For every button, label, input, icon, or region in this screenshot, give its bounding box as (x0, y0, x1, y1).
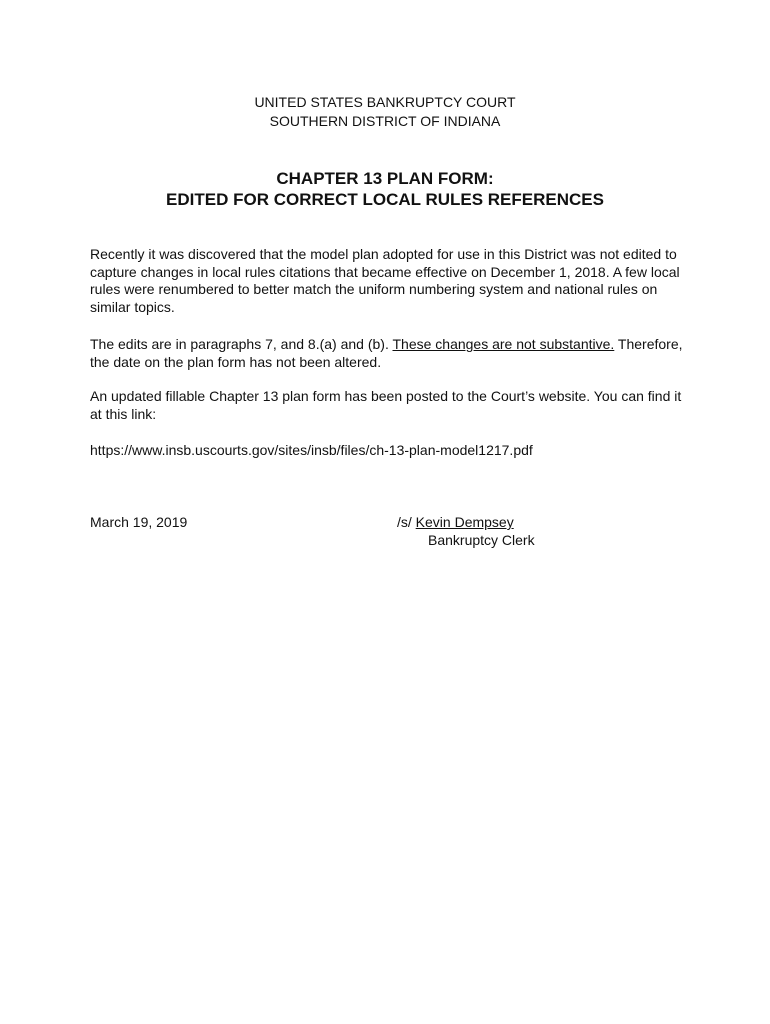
signature-prefix: /s/ (397, 514, 416, 530)
date-not-altered-text: Therefore, the date on the plan form has not been altered. (90, 336, 683, 370)
document-subtitle: EDITED FOR CORRECT LOCAL RULES REFERENCES (166, 190, 604, 209)
edits-text: The edits are in paragraphs 7, and 8.(a) and (b). (90, 336, 393, 352)
signature (397, 513, 514, 531)
court-district: SOUTHERN DISTRICT OF INDIANA (269, 113, 501, 129)
plan-form-link[interactable]: https://www.insb.uscourts.gov/sites/insb/files/ch-13-plan-model1217.pdf (90, 442, 533, 458)
paragraph-edits (90, 336, 690, 371)
signature-title: Bankruptcy Clerk (428, 532, 535, 548)
document-date: March 19, 2019 (90, 514, 188, 530)
document-title: CHAPTER 13 PLAN FORM: (276, 169, 494, 188)
paragraph-updated-form: An updated fillable Chapter 13 plan form has been posted to the Court’s website. You can find it at this link: (90, 388, 682, 422)
paragraph-background: Recently it was discovered that the model plan adopted for use in this District was not edited to capture changes in local rules citations that became effective on December 1, 2018. A few local rules were renumbered to better match the uniform numbering system and national rules on similar topics. (90, 246, 680, 315)
court-name: UNITED STATES BANKRUPTCY COURT (254, 94, 516, 110)
signature-name: Kevin Dempsey (415, 514, 514, 530)
not-substantive-note: These changes are not substantive. (392, 336, 615, 352)
